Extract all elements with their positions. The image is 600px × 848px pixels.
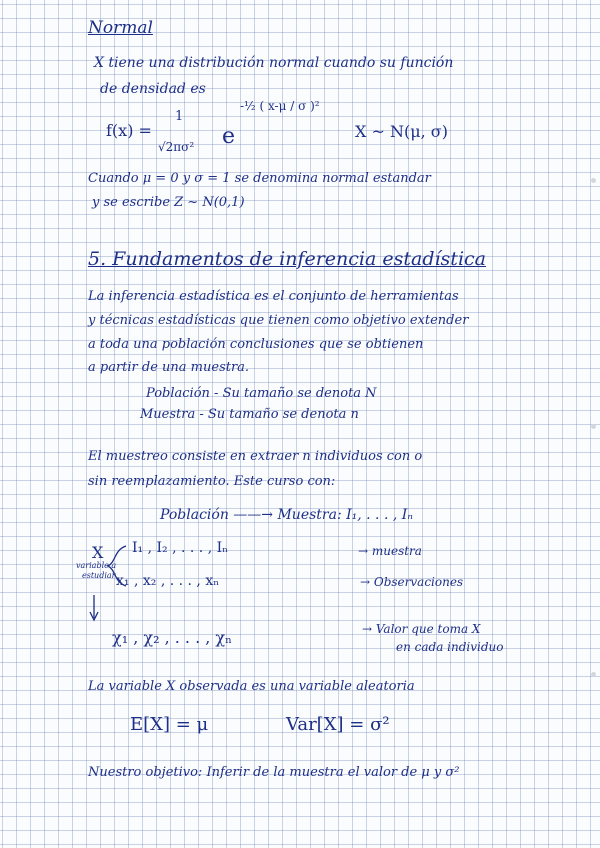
observations-row: x₁ , x₂ , . . . , xₙ	[116, 573, 220, 589]
text-line: X tiene una distribución normal cuando su función	[94, 55, 454, 71]
formula-exponent: -½ ( x-μ / σ )²	[240, 99, 320, 113]
paragraph-line: y técnicas estadísticas que tienen como objetivo extender	[88, 313, 469, 328]
paragraph-line: sin reemplazamiento. Este curso con:	[88, 474, 336, 489]
paragraph-line: El muestreo consiste en extraer n individuos con o	[88, 449, 423, 464]
variable-note: estudiar	[82, 571, 116, 580]
formula-base: e	[222, 124, 236, 149]
formula-denominator: √2πσ²	[158, 140, 195, 154]
definition-muestra: Muestra - Su tamaño se denota n	[140, 407, 359, 422]
random-variables-row: χ₁ , χ₂ , . . . , χₙ	[112, 628, 233, 647]
formula-lhs: f(x) =	[106, 121, 152, 140]
paragraph-line: a toda una población conclusiones que se obtienen	[88, 337, 424, 352]
population-to-sample: Población ——→ Muestra: I₁, . . . , Iₙ	[160, 507, 413, 523]
section-title-5: 5. Fundamentos de inferencia estadística	[88, 248, 486, 270]
text-line: Cuando μ = 0 y σ = 1 se denomina normal estandar	[88, 171, 431, 186]
variable-x: X	[92, 543, 104, 562]
variance: Var[X] = σ²	[286, 714, 390, 735]
objective-line: Nuestro objetivo: Inferir de la muestra el valor de μ y σ²	[88, 765, 460, 780]
formula-numerator: 1	[175, 109, 184, 124]
random-variables-label: → Valor que toma X	[362, 622, 481, 636]
formula-distribution: X ~ N(μ, σ)	[355, 122, 448, 141]
individuals-row: I₁ , I₂ , . . . , Iₙ	[132, 540, 229, 556]
text-line: y se escribe Z ~ N(0,1)	[92, 195, 245, 210]
paragraph-line: a partir de una muestra.	[88, 360, 250, 375]
text-line: de densidad es	[100, 81, 206, 97]
paragraph-line: La variable X observada es una variable aleatoria	[88, 679, 415, 694]
observations-label: → Observaciones	[360, 575, 464, 589]
random-variables-label: en cada individuo	[396, 640, 504, 654]
definition-poblacion: Población - Su tamaño se denota N	[146, 386, 377, 401]
expectation: E[X] = μ	[130, 714, 209, 735]
individuals-label: → muestra	[358, 544, 422, 558]
paragraph-line: La inferencia estadística es el conjunto de herramientas	[88, 289, 459, 304]
variable-note: variable a	[76, 561, 117, 570]
section-title-normal: Normal	[88, 18, 153, 38]
